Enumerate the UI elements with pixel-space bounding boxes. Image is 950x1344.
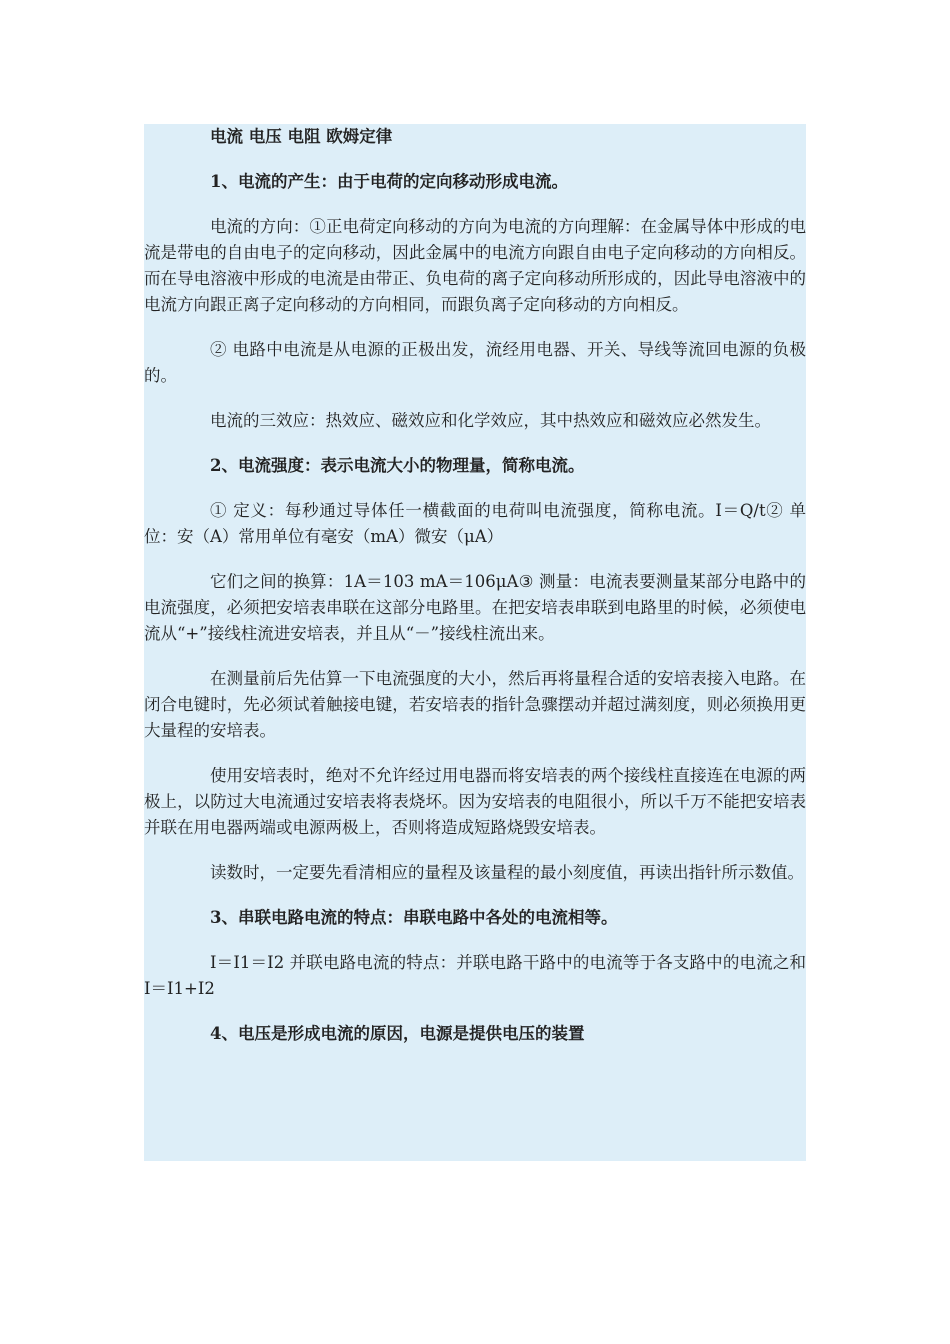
heading-4: 4、电压是形成电流的原因，电源是提供电压的装置 — [210, 1024, 585, 1043]
document-page — [144, 124, 806, 1161]
paragraph: 读数时，一定要先看清相应的量程及该量程的最小刻度值，再读出指针所示数值。 — [210, 863, 804, 882]
paragraph: 电流的三效应：热效应、磁效应和化学效应，其中热效应和磁效应必然发生。 — [210, 411, 771, 430]
paragraph: ① 定义：每秒通过导体任一横截面的电荷叫电流强度，简称电流。I＝Q/t② 单位：安（A）常用单位有毫安（mA）微安（μA） — [144, 501, 806, 546]
paragraph: 电流的方向：①正电荷定向移动的方向为电流的方向理解：在金属导体中形成的电流是带电的自由电子的定向移动，因此金属中的电流方向跟自由电子定向移动的方向相反。而在导电溶液中形成的电流是由带正、负电荷的离子定向移动所形成的，因此导电溶液中的电流方向跟正离子定向移动的方向相同，而跟负离子定向移动的方向相反。 — [144, 217, 806, 314]
paragraph: 使用安培表时，绝对不允许经过用电器而将安培表的两个接线柱直接连在电源的两极上，以防过大电流通过安培表将表烧坏。因为安培表的电阻很小，所以千万不能把安培表并联在用电器两端或电源两极上，否则将造成短路烧毁安培表。 — [144, 766, 806, 837]
paragraph: I＝I1＝I2 并联电路电流的特点：并联电路干路中的电流等于各支路中的电流之和 I＝I1+I2 — [144, 953, 806, 998]
heading-2: 2、电流强度：表示电流大小的物理量，简称电流。 — [210, 456, 585, 475]
paragraph: ② 电路中电流是从电源的正极出发，流经用电器、开关、导线等流回电源的负极的。 — [144, 340, 806, 385]
heading-3: 3、串联电路电流的特点：串联电路中各处的电流相等。 — [210, 908, 618, 927]
paragraph: 在测量前后先估算一下电流强度的大小，然后再将量程合适的安培表接入电路。在闭合电键时，先必须试着触接电键，若安培表的指针急骤摆动并超过满刻度，则必须换用更大量程的安培表。 — [144, 669, 806, 740]
document-title: 电流 电压 电阻 欧姆定律 — [210, 127, 393, 146]
heading-1: 1、电流的产生：由于电荷的定向移动形成电流。 — [210, 172, 568, 191]
paragraph: 它们之间的换算：1A＝103 mA＝106μA③ 测量：电流表要测量某部分电路中的电流强度，必须把安培表串联在这部分电路里。在把安培表串联到电路里的时候，必须使电流从“+”接线柱流进安培表，并且从“－”接线柱流出来。 — [144, 572, 806, 643]
